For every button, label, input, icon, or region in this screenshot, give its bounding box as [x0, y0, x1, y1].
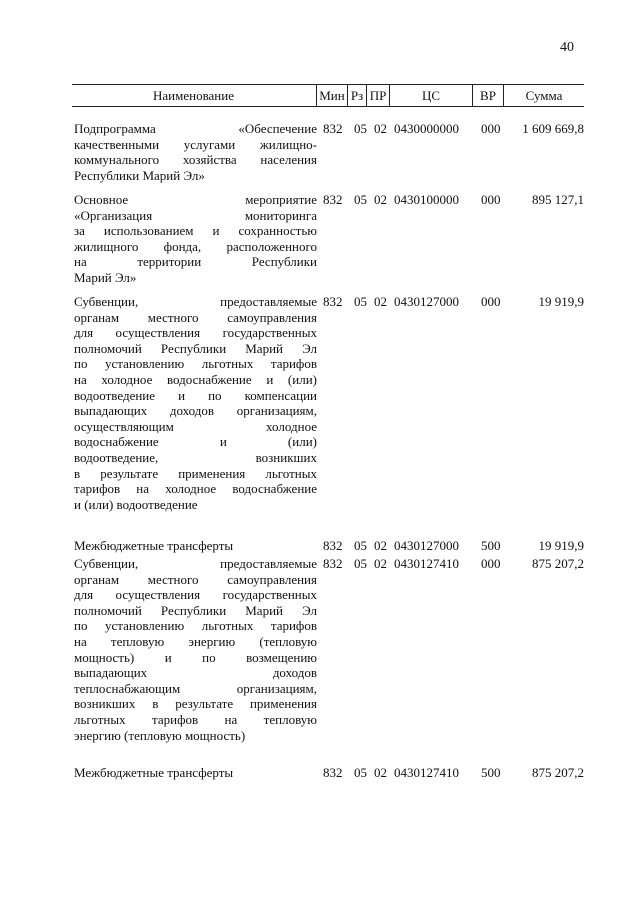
cell-pr: 02 [374, 192, 387, 207]
name-line: льготных тарифов на тепловую [74, 711, 317, 727]
name-line: жилищного фонда, расположенного [74, 238, 317, 254]
cell-rz: 05 [354, 556, 367, 571]
name-line: выпадающих доходов организациям, [74, 403, 317, 419]
name-line: водоотведение, возникших [74, 449, 317, 465]
name-line: для осуществления государственных [74, 325, 317, 341]
cell-sum: 19 919,9 [538, 538, 584, 553]
cell-vr: 000 [481, 294, 501, 309]
cell-vr: 500 [481, 538, 501, 553]
name-line: органам местного самоуправления [74, 309, 317, 325]
cell-pr: 02 [374, 765, 387, 780]
name-line: полномочий Республики Марий Эл [74, 340, 317, 356]
row-name [74, 294, 317, 512]
cell-rz: 05 [354, 294, 367, 309]
page-number: 40 [560, 40, 574, 55]
row-name [74, 538, 317, 554]
name-line: выпадающих доходов [74, 665, 317, 681]
cell-min: 832 [323, 556, 343, 571]
row-name [74, 765, 317, 781]
name-line: водоотведение и по компенсации [74, 387, 317, 403]
cell-min: 832 [323, 121, 343, 136]
cell-pr: 02 [374, 294, 387, 309]
name-line: по установлению льготных тарифов [74, 618, 317, 634]
cell-cs: 0430127000 [394, 294, 459, 309]
name-line: теплоснабжающим организациям, [74, 680, 317, 696]
cell-pr: 02 [374, 538, 387, 553]
cell-min: 832 [323, 765, 343, 780]
cell-cs: 0430127410 [394, 765, 459, 780]
cell-cs: 0430100000 [394, 192, 459, 207]
cell-cs: 0430000000 [394, 121, 459, 136]
cell-sum: 875 207,2 [532, 765, 584, 780]
cell-min: 832 [323, 192, 343, 207]
header-top-rule [72, 84, 584, 85]
name-line: органам местного самоуправления [74, 571, 317, 587]
name-line: качественными услугами жилищно- [74, 136, 317, 152]
name-line: Субвенции, предоставляемые [74, 294, 317, 309]
header-vr: ВР [480, 88, 496, 103]
name-line: осуществляющим холодное [74, 418, 317, 434]
cell-vr: 000 [481, 121, 501, 136]
cell-min: 832 [323, 294, 343, 309]
row-name [74, 121, 317, 183]
name-line: Марий Эл» [74, 269, 137, 285]
header-sum: Сумма [525, 88, 563, 103]
name-line: Межбюджетные трансферты [74, 538, 234, 553]
cell-vr: 000 [481, 192, 501, 207]
cell-sum: 895 127,1 [532, 192, 584, 207]
name-line: Субвенции, предоставляемые [74, 556, 317, 571]
cell-pr: 02 [374, 121, 387, 136]
header-cs: ЦС [421, 88, 441, 103]
name-line: для осуществления государственных [74, 587, 317, 603]
name-line: водоснабжение и (или) [74, 434, 317, 450]
name-line: за использованием и сохранностью [74, 223, 317, 239]
cell-vr: 000 [481, 556, 501, 571]
name-line: возникших в результате применения [74, 696, 317, 712]
header-pr: ПР [369, 88, 387, 103]
name-line: тарифов на холодное водоснабжение [74, 481, 317, 497]
cell-rz: 05 [354, 121, 367, 136]
cell-rz: 05 [354, 765, 367, 780]
name-line: на территории Республики [74, 254, 317, 270]
name-line: по установлению льготных тарифов [74, 356, 317, 372]
name-line: энергию (тепловую мощность) [74, 727, 246, 743]
table-header [72, 84, 584, 107]
row-name [74, 556, 317, 743]
cell-min: 832 [323, 538, 343, 553]
name-line: и (или) водоотведение [74, 496, 198, 512]
cell-sum: 19 919,9 [538, 294, 584, 309]
name-line: коммунального хозяйства населения [74, 152, 317, 168]
name-line: мощность) и по возмещению [74, 649, 317, 665]
name-line: на холодное водоснабжение и (или) [74, 371, 317, 387]
name-line: «Организация мониторинга [74, 207, 317, 223]
cell-cs: 0430127410 [394, 556, 459, 571]
cell-cs: 0430127000 [394, 538, 459, 553]
name-line: Межбюджетные трансферты [74, 765, 234, 780]
name-line: Республики Марий Эл» [74, 167, 205, 183]
cell-sum: 1 609 669,8 [522, 121, 584, 136]
name-line: Основное мероприятие [74, 192, 317, 207]
cell-sum: 875 207,2 [532, 556, 584, 571]
row-name [74, 192, 317, 286]
header-min: Мин [319, 88, 345, 103]
cell-vr: 500 [481, 765, 501, 780]
name-line: полномочий Республики Марий Эл [74, 602, 317, 618]
name-line: на тепловую энергию (тепловую [74, 633, 317, 649]
cell-rz: 05 [354, 192, 367, 207]
header-name: Наименование [153, 88, 234, 103]
cell-rz: 05 [354, 538, 367, 553]
name-line: в результате применения льготных [74, 465, 317, 481]
header-rz: Рз [350, 88, 364, 103]
name-line: Подпрограмма «Обеспечение [74, 121, 317, 136]
cell-pr: 02 [374, 556, 387, 571]
